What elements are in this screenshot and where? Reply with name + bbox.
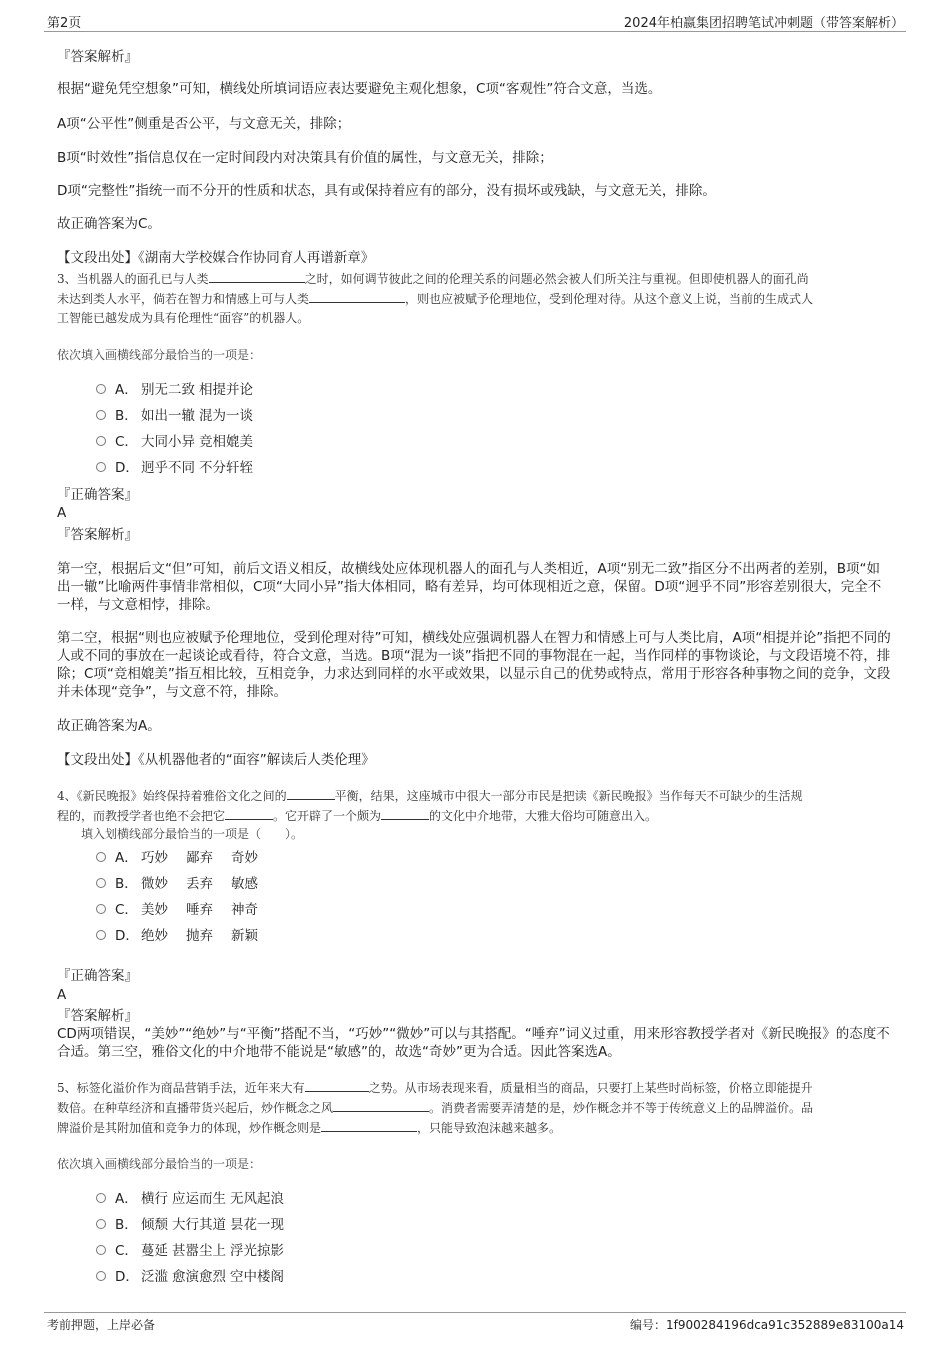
fill-blank xyxy=(287,786,335,800)
correct-answer: A xyxy=(57,987,67,1003)
analysis-conclusion: 故正确答案为C。 xyxy=(57,216,161,232)
radio-icon[interactable] xyxy=(96,878,106,888)
fill-blank xyxy=(381,806,429,820)
analysis-paragraph: 第一空，根据后文“但”可知，前后文语义相反，故横线处应体现机器人的面孔与人类相近，A项“别无二致”指区分不出两者的差别，B项“如出一辙”比喻两件事情非常相似，C项“大同小异”指大体相同，略有差异，均可体现相近之意，保留。D项“迥乎不同”形容差别很大，完全不一样，与文意相悖，排除。 xyxy=(57,561,882,613)
option-b[interactable]: B． 倾颓 大行其道 昙花一现 xyxy=(96,1213,288,1233)
option-a[interactable]: A． 巧妙 鄙弃 奇妙 xyxy=(96,846,276,866)
option-b[interactable]: B． 微妙 丢弃 敏感 xyxy=(96,872,276,892)
question-prompt: 依次填入画横线部分最恰当的一项是： xyxy=(57,1157,262,1171)
option-a[interactable]: A． 横行 应运而生 无风起浪 xyxy=(96,1187,288,1207)
radio-icon[interactable] xyxy=(96,436,106,446)
fill-blank xyxy=(225,806,273,820)
analysis-paragraph: A项“公平性”侧重是否公平，与文意无关，排除； xyxy=(57,116,351,132)
radio-icon[interactable] xyxy=(96,1245,106,1255)
radio-icon[interactable] xyxy=(96,1271,106,1281)
question-3-stem: 3、当机器人的面孔已与人类 之时，如何调节彼此之间的伦理关系的问题必然会被人们所关注与重视。但即使机器人的面孔尚 未达到类人水平，倘若在智力和情感上可与人类 ，则也应被赋予伦理地位，受到伦理对待。从这个意义上说，当前的生成式人 工智能已越发成为具有伦理性“面容”的机器人。 xyxy=(57,269,893,328)
analysis-conclusion: 故正确答案为A。 xyxy=(57,718,161,734)
analysis-paragraph: 第二空，根据“则也应被赋予伦理地位，受到伦理对待”可知，横线处应强调机器人在智力和情感上可与人类比肩，A项“相提并论”指把不同的人或不同的事放在一起谈论或看待，符合文意，当选。B项“混为一谈”指把不同的事物混在一起，当作同样的事物谈论，与文段语境不符，排除；C项“竞相媲美”指互相比较，互相竞争，力求达到同样的水平或效果，以显示自己的优势或特点，常用于形容各种事物之间的竞争，文段并未体现“竞争”，与文意不符，排除。 xyxy=(57,630,891,700)
answer-analysis-label: 『答案解析』 xyxy=(57,49,138,65)
question-prompt: 填入划横线部分最恰当的一项是（ ）。 xyxy=(81,827,304,841)
document-id: 编号：1f900284196dca91c352889e83100a14 xyxy=(630,1318,904,1332)
question-prompt: 依次填入画横线部分最恰当的一项是： xyxy=(57,348,262,362)
radio-icon[interactable] xyxy=(96,462,106,472)
option-d[interactable]: D． 绝妙 抛弃 新颖 xyxy=(96,924,276,944)
correct-answer-label: 『正确答案』 xyxy=(57,487,138,503)
analysis-paragraph: CD两项错误，“美妙”“绝妙”与“平衡”搭配不当，“巧妙”“微妙”可以与其搭配。“唾弃”词义过重，用来形容教授学者对《新民晚报》的态度不合适。第三空，雅俗文化的中介地带不能说是“敏感”的，故选“奇妙”更为合适。因此答案选A。 xyxy=(57,1026,890,1060)
analysis-paragraph: D项“完整性”指统一而不分开的性质和状态，具有或保持着应有的部分，没有损坏或残缺，与文意无关，排除。 xyxy=(57,183,716,199)
radio-icon[interactable] xyxy=(96,852,106,862)
option-d[interactable]: D． 泛滥 愈演愈烈 空中楼阁 xyxy=(96,1265,288,1285)
passage-source: 【文段出处】《湖南大学校媒合作协同育人再谱新章》 xyxy=(57,250,375,266)
footer-divider xyxy=(44,1312,906,1313)
radio-icon[interactable] xyxy=(96,410,106,420)
option-c[interactable]: C． 蔓延 甚嚣尘上 浮光掠影 xyxy=(96,1239,288,1259)
fill-blank xyxy=(209,269,305,283)
radio-icon[interactable] xyxy=(96,904,106,914)
answer-analysis-label: 『答案解析』 xyxy=(57,1008,138,1024)
question-4-stem: 4、《新民晚报》始终保持着雅俗文化之间的 平衡，结果，这座城市中很大一部分市民是把读《新民晚报》当作每天不可缺少的生活规 程的，而教授学者也绝不会把它 。它开辟了一个颇为 的文化中介地带，大雅大俗均可随意出入。 xyxy=(57,786,893,826)
analysis-paragraph: 根据“避免凭空想象”可知，横线处所填词语应表达要避免主观化想象，C项“客观性”符合文意，当选。 xyxy=(57,81,662,97)
answer-analysis-label: 『答案解析』 xyxy=(57,527,138,543)
correct-answer: A xyxy=(57,505,67,521)
document-title: 2024年柏嬴集团招聘笔试冲刺题（带答案解析） xyxy=(623,16,904,31)
fill-blank xyxy=(333,1098,429,1112)
option-c[interactable]: C． 大同小异 竞相媲美 xyxy=(96,430,257,450)
correct-answer-label: 『正确答案』 xyxy=(57,968,138,984)
option-a[interactable]: A． 别无二致 相提并论 xyxy=(96,378,257,398)
fill-blank xyxy=(321,1118,417,1132)
passage-source: 【文段出处】《从机器他者的“面容”解读后人类伦理》 xyxy=(57,752,375,768)
footer-slogan: 考前押题，上岸必备 xyxy=(47,1318,156,1332)
question-5-stem: 5、标签化溢价作为商品营销手法，近年来大有 之势。从市场表现来看，质量相当的商品，只要打上某些时尚标签，价格立即能提升 数倍。在种草经济和直播带货兴起后，炒作概念之风 。消费者需要弄清楚的是，炒作概念并不等于传统意义上的品牌溢价。品 牌溢价是其附加值和竞争力的体现，炒作概念则是 ，只能导致泡沫越来越多。 xyxy=(57,1078,893,1138)
radio-icon[interactable] xyxy=(96,384,106,394)
page-number: 第2页 xyxy=(47,16,82,31)
analysis-paragraph: B项“时效性”指信息仅在一定时间段内对决策具有价值的属性，与文意无关，排除； xyxy=(57,150,553,166)
radio-icon[interactable] xyxy=(96,930,106,940)
header-divider xyxy=(44,31,906,32)
radio-icon[interactable] xyxy=(96,1193,106,1203)
option-d[interactable]: D． 迥乎不同 不分轩轾 xyxy=(96,456,257,476)
fill-blank xyxy=(305,1078,369,1092)
fill-blank xyxy=(309,289,405,303)
radio-icon[interactable] xyxy=(96,1219,106,1229)
option-b[interactable]: B． 如出一辙 混为一谈 xyxy=(96,404,257,424)
option-c[interactable]: C． 美妙 唾弃 神奇 xyxy=(96,898,276,918)
